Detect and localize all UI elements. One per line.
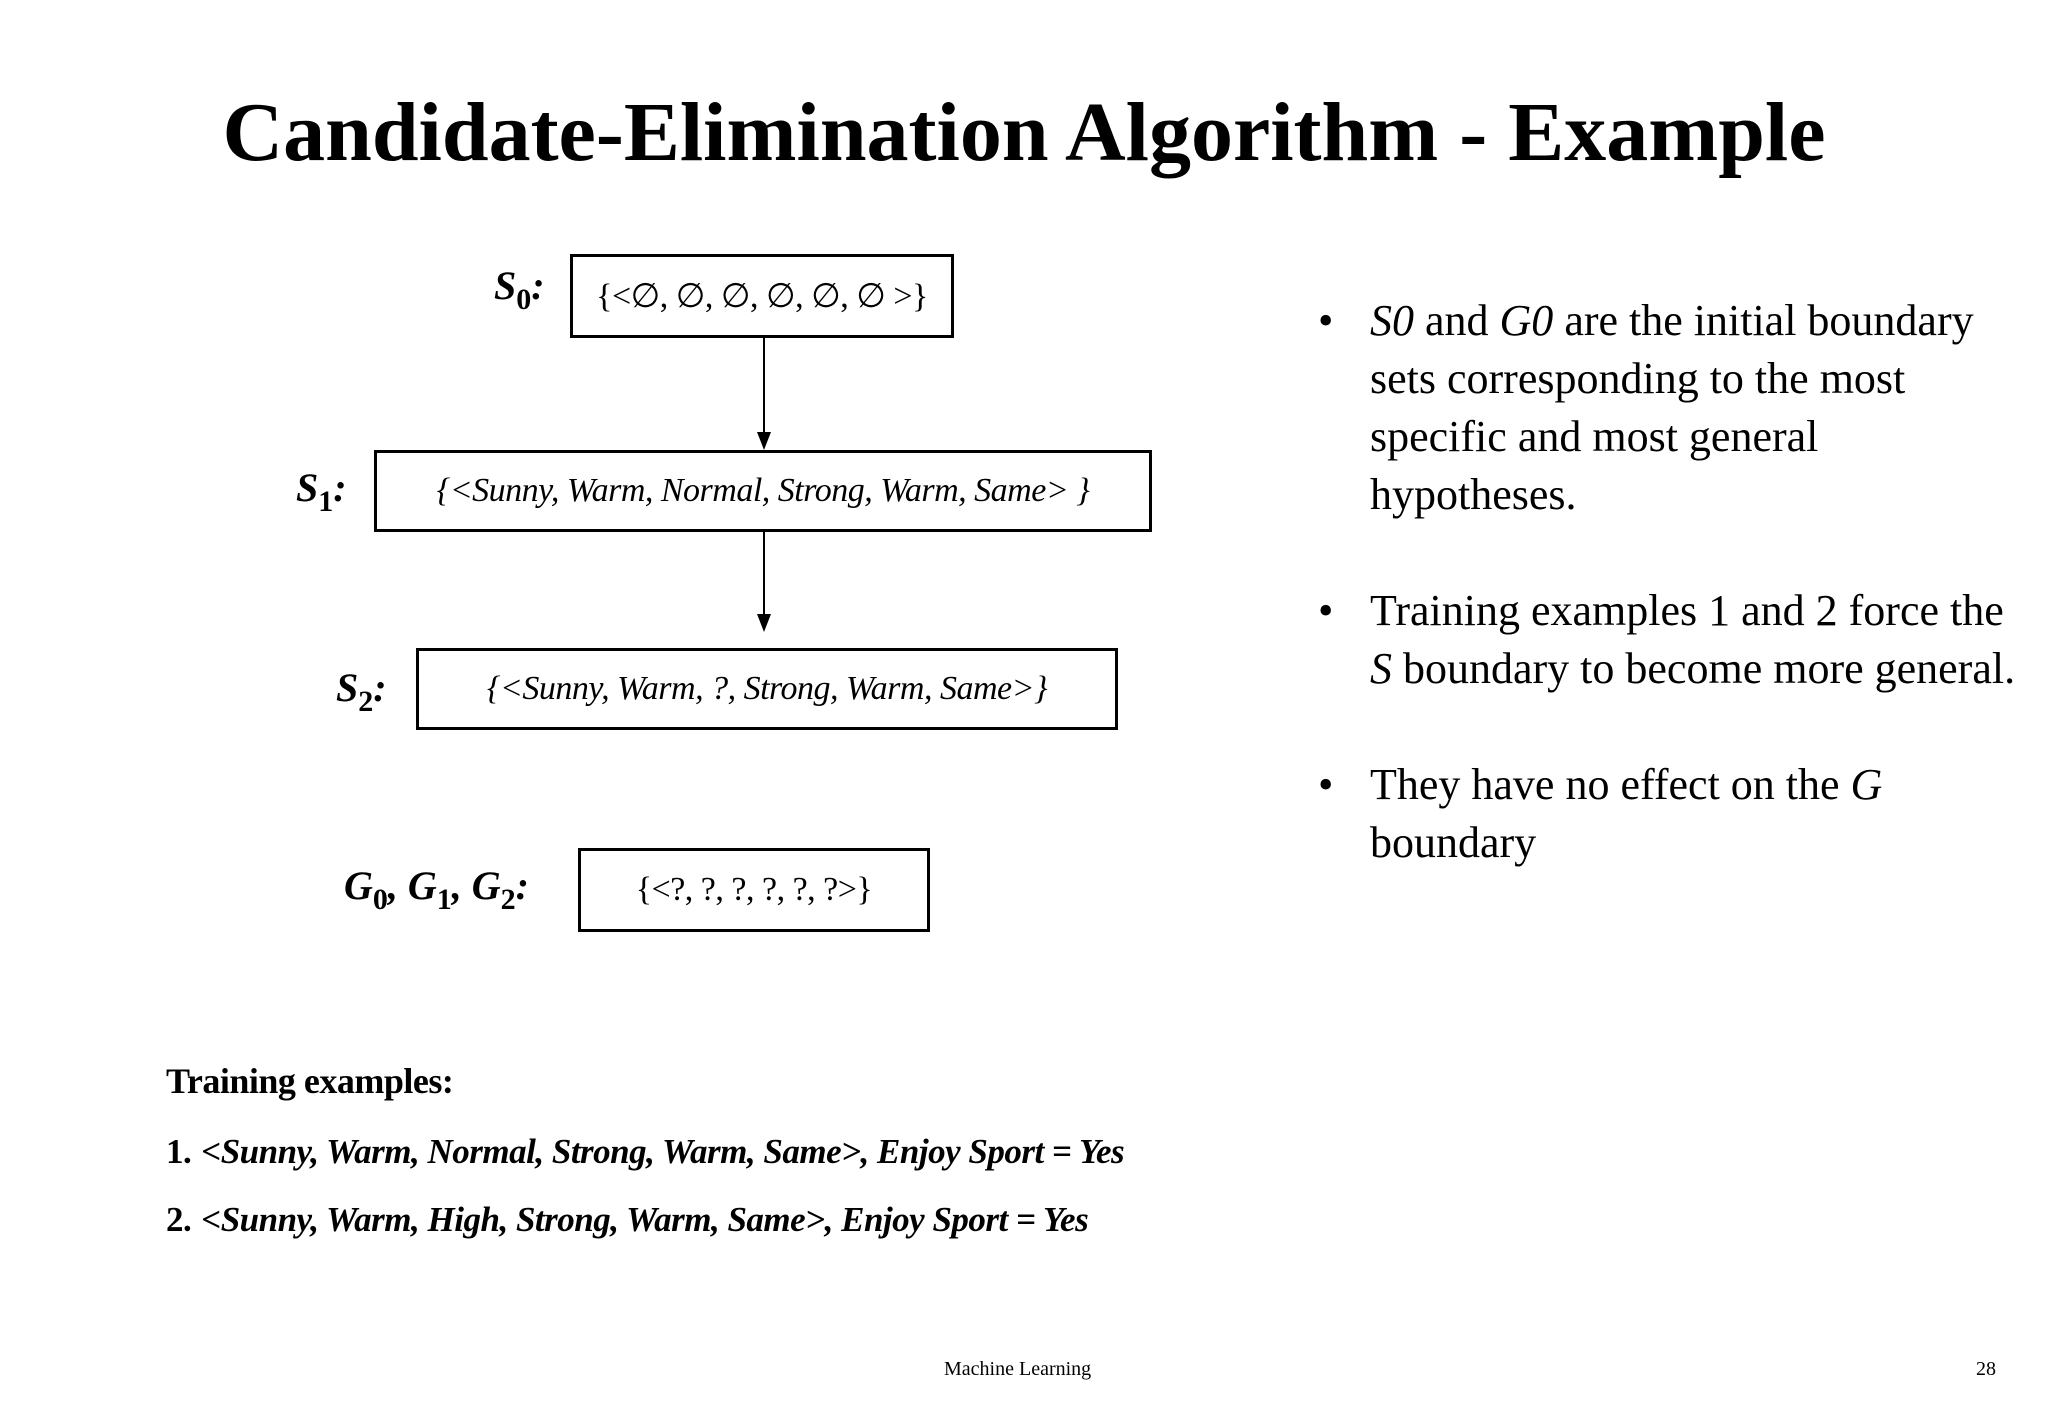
- bullet-dot: •: [1318, 296, 1334, 345]
- s2-label: $S_2$:: [336, 665, 387, 718]
- bullet-list: [1318, 292, 2018, 930]
- g-box: {<?, ?, ?, ?, ?, ?>}: [578, 848, 930, 932]
- s1-label: $S_1$:: [296, 465, 347, 518]
- s0-label: $S_0$:: [494, 263, 545, 316]
- arrow-head-s1-s2: [757, 614, 771, 632]
- page-title: Candidate-Elimination Algorithm - Example: [222, 86, 1826, 179]
- training-item-1: 1. <Sunny, Warm, Normal, Strong, Warm, Same>, Enjoy Sport = Yes: [166, 1132, 1125, 1171]
- training-title: Training examples:: [166, 1061, 454, 1101]
- bullet-dot: •: [1318, 586, 1334, 635]
- bullet-item: • S0 and G0 are the initial boundary sets corresponding to the most specific and most general hypotheses.: [1318, 292, 2018, 524]
- s0-box: {<∅, ∅, ∅, ∅, ∅, ∅ >}: [570, 254, 954, 338]
- s1-box: {<Sunny, Warm, Normal, Strong, Warm, Same> }: [374, 450, 1152, 532]
- training-item-2: 2. <Sunny, Warm, High, Strong, Warm, Same>, Enjoy Sport = Yes: [166, 1200, 1089, 1239]
- page-number: 28: [1976, 1358, 1996, 1380]
- footer-title: Machine Learning: [944, 1358, 1092, 1380]
- arrow-head-s0-s1: [757, 432, 771, 450]
- s2-box: {<Sunny, Warm, ?, Strong, Warm, Same>}: [416, 648, 1118, 730]
- bullet-item: • Training examples 1 and 2 force the S boundary to become more general.: [1318, 582, 2018, 698]
- arrow-s1-s2: [763, 532, 765, 616]
- bullet-dot: •: [1318, 760, 1334, 809]
- bullet-item: • They have no effect on the G boundary: [1318, 756, 2018, 872]
- g-label: $G_0$, $G_1$, $G_2$:: [344, 863, 529, 916]
- arrow-s0-s1: [763, 338, 765, 434]
